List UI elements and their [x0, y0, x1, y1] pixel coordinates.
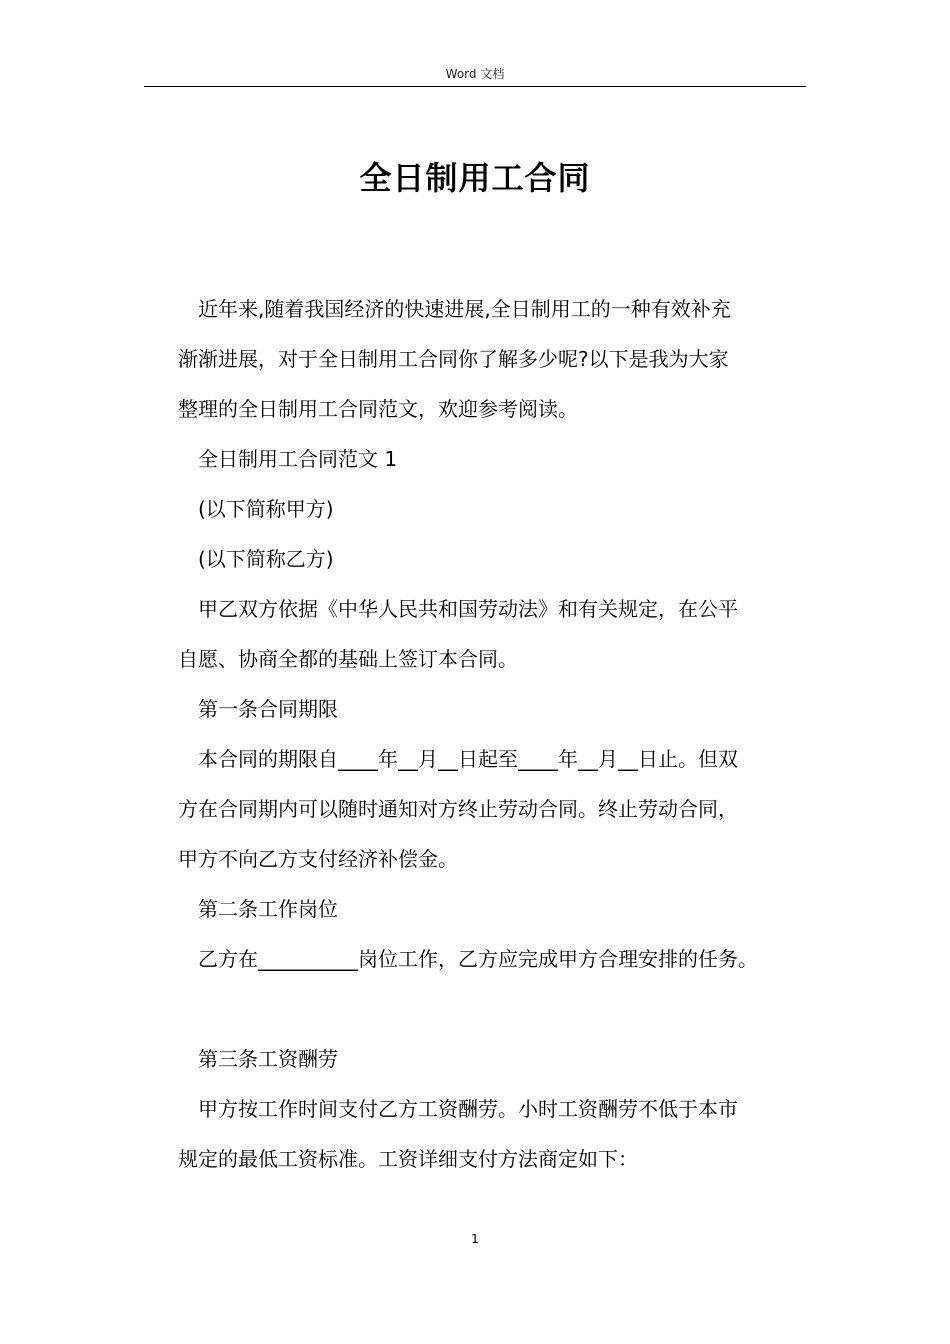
- article-3-line-2: 规定的最低工资标准。工资详细支付方法商定如下：: [178, 1147, 638, 1171]
- agreement-line-2: 自愿、协商全都的基础上签订本合同。: [178, 647, 518, 671]
- article-3-line-1: 甲方按工作时间支付乙方工资酬劳。小时工资酬劳不低于本市: [198, 1097, 738, 1121]
- page-number: 1: [471, 1232, 479, 1246]
- intro-line-2: 渐渐进展，对于全日制用工合同你了解多少呢?以下是我为大家: [178, 347, 729, 371]
- article-2-heading: 第二条工作岗位: [198, 897, 338, 921]
- party-a-line: (以下简称甲方): [198, 497, 334, 521]
- article-2-line-1: 乙方在__________岗位工作，乙方应完成甲方合理安排的任务。: [198, 947, 758, 971]
- sample-heading: 全日制用工合同范文 1: [198, 447, 398, 471]
- article-3-heading: 第三条工资酬劳: [198, 1047, 338, 1071]
- article-1-line-3: 甲方不向乙方支付经济补偿金。: [178, 847, 458, 871]
- header-rule: [144, 86, 806, 87]
- article-1-heading: 第一条合同期限: [198, 697, 338, 721]
- article-1-line-1: 本合同的期限自____年__月__日起至____年__月__日止。但双: [198, 747, 738, 771]
- intro-line-3: 整理的全日制用工合同范文，欢迎参考阅读。: [178, 397, 578, 421]
- article-1-line-2: 方在合同期内可以随时通知对方终止劳动合同。终止劳动合同，: [178, 797, 738, 821]
- blank-line: [178, 984, 818, 1034]
- page-header: Word 文档: [445, 67, 505, 81]
- document-title: 全日制用工合同: [359, 159, 591, 197]
- intro-line-1: 近年来,随着我国经济的快速进展,全日制用工的一种有效补充: [198, 297, 731, 321]
- party-b-line: (以下简称乙方): [198, 547, 334, 571]
- document-body: [178, 284, 818, 1184]
- agreement-line-1: 甲乙双方依据《中华人民共和国劳动法》和有关规定，在公平: [198, 597, 738, 621]
